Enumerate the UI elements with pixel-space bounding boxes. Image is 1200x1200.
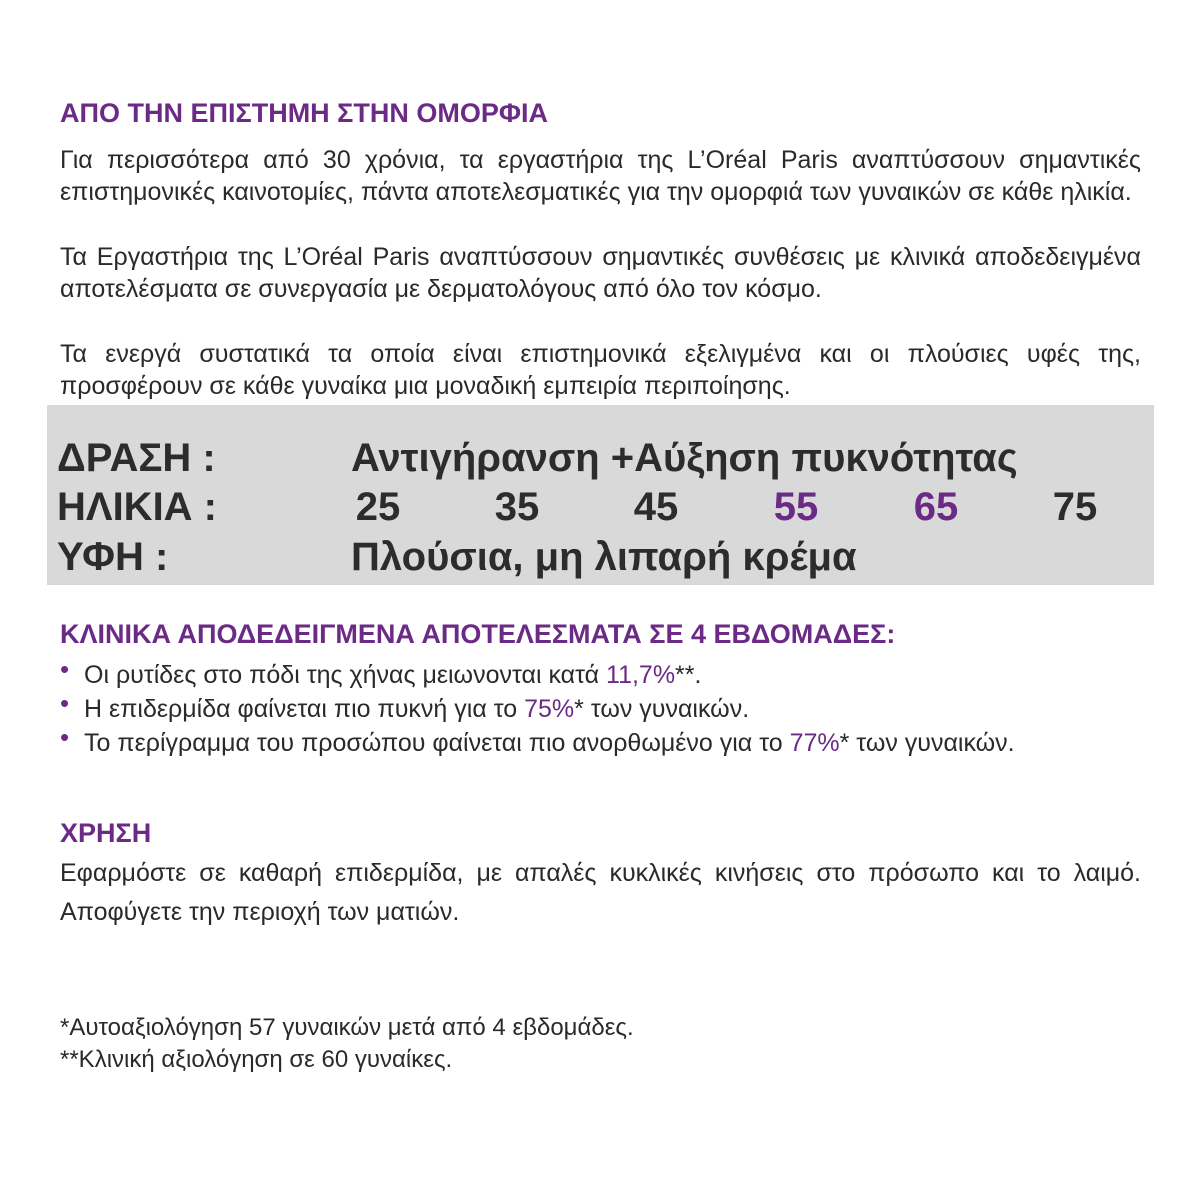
footnote-1: *Αυτοαξιολόγηση 57 γυναικών μετά από 4 εβδομάδες.	[60, 1014, 634, 1041]
list-item: • Οι ρυτίδες στο πόδι της χήνας μειωνονται κατά 11,7%**.	[60, 654, 702, 689]
spec-row-action	[47, 432, 1154, 484]
results-list	[60, 654, 1150, 760]
age-65-highlighted: 65	[913, 485, 959, 529]
age-55-highlighted: 55	[773, 485, 819, 529]
action-label: ΔΡΑΣΗ :	[57, 436, 216, 480]
intro-paragraph-3: Τα ενεργά συστατικά τα οποία είναι επιστημονικά εξελιγμένα και οι πλούσιες υφές της, προσφέρουν σε κάθε γυναίκα μια μοναδική εμπειρία περιποίησης.	[60, 340, 1141, 400]
usage-text: Εφαρμόστε σε καθαρή επιδερμίδα, με απαλές κυκλικές κινήσεις στο πρόσωπο και το λαιμό. Αποφύγετε την περιοχή των ματιών.	[60, 859, 1141, 926]
spec-row-texture	[47, 531, 1154, 583]
bullet-dot-icon: •	[60, 688, 70, 718]
intro-paragraph-1: Για περισσότερα από 30 χρόνια, τα εργαστήρια της L’Oréal Paris αναπτύσσουν σημαντικές επιστημονικές καινοτομίες, πάντα αποτελεσματικές για την ομορφιά των γυναικών σε κάθε ηλικία.	[60, 146, 1141, 206]
spec-row-age	[47, 481, 1154, 533]
texture-label: ΥΦΗ :	[57, 535, 169, 579]
intro-title: ΑΠΟ ΤΗΝ ΕΠΙΣΤΗΜΗ ΣΤΗΝ ΟΜΟΡΦΙΑ	[60, 98, 549, 128]
footnote-2: **Κλινική αξιολόγηση σε 60 γυναίκες.	[60, 1046, 453, 1073]
spec-panel	[47, 405, 1154, 585]
bullet-dot-icon: •	[60, 654, 70, 684]
usage-title: ΧΡΗΣΗ	[60, 818, 152, 848]
results-title: ΚΛΙΝΙΚΑ ΑΠΟΔΕΔΕΙΓΜΕΝΑ ΑΠΟΤΕΛΕΣΜΑΤΑ ΣΕ 4 ΕΒΔΟΜΑΔΕΣ:	[60, 619, 896, 649]
list-item: • Η επιδερμίδα φαίνεται πιο πυκνή για το 75%* των γυναικών.	[60, 688, 750, 723]
action-value: Αντιγήρανση +Αύξηση πυκνότητας	[351, 436, 1018, 480]
texture-value: Πλούσια, μη λιπαρή κρέμα	[351, 535, 857, 579]
bullet-dot-icon: •	[60, 722, 70, 752]
result-value: 77%	[789, 729, 840, 757]
age-45: 45	[633, 485, 679, 529]
result-value: 75%	[524, 695, 575, 723]
age-label: ΗΛΙΚΙΑ :	[57, 485, 217, 529]
age-75: 75	[1052, 485, 1098, 529]
age-25: 25	[355, 485, 401, 529]
intro-paragraph-2: Τα Εργαστήρια της L’Oréal Paris αναπτύσσουν σημαντικές συνθέσεις με κλινικά αποδεδειγμένα αποτελέσματα σε συνεργασία με δερματολόγους από όλο τον κόσμο.	[60, 243, 1141, 303]
list-item: • Το περίγραμμα του προσώπου φαίνεται πιο ανορθωμένο για το 77%* των γυναικών.	[60, 722, 1015, 757]
age-35: 35	[494, 485, 540, 529]
result-value: 11,7%	[606, 661, 676, 689]
